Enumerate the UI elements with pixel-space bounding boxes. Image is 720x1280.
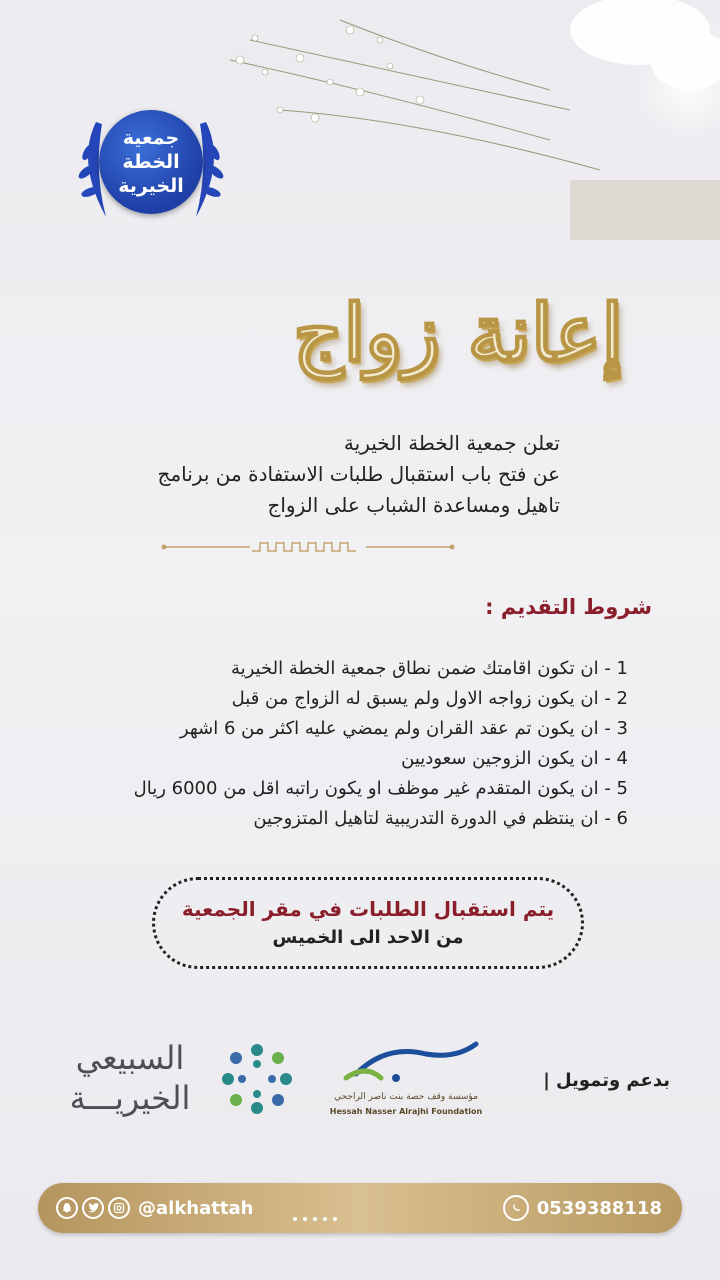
snapchat-icon[interactable] (56, 1197, 78, 1219)
flower-decoration (220, 0, 720, 270)
subaie-name (50, 1038, 210, 1118)
support-label: بدعم وتمويل | (543, 1070, 670, 1091)
association-logo (66, 92, 236, 232)
whatsapp-icon[interactable] (503, 1195, 529, 1221)
list-item: 3 - ان يكون تم عقد القران ولم يمضي عليه اكثر من 6 اشهر (179, 718, 628, 739)
intro-text (80, 428, 560, 521)
application-note (152, 877, 584, 969)
phone-group (503, 1183, 662, 1233)
page-title: إعانة زواج (293, 287, 624, 379)
intro-line-3: تاهيل ومساعدة الشباب على الزواج (267, 493, 560, 517)
note-line-2: من الاحد الى الخميس (272, 927, 464, 948)
logo-line1: جمعية الخطة (122, 127, 180, 173)
logo-disc (99, 110, 203, 214)
hessah-foundation-logo (326, 1034, 486, 1120)
logo-line2: الخيرية (118, 175, 184, 197)
list-item: 2 - ان يكون زواجه الاول ولم يسبق له الزواج من قبل (231, 688, 628, 709)
conditions-list (60, 654, 628, 834)
subaie-line-1: السبيعي (75, 1039, 185, 1077)
list-item: 6 - ان ينتظم في الدورة التدريبية لتاهيل المتزوجين (253, 808, 628, 829)
phone-number[interactable]: 0539388118 (536, 1197, 662, 1219)
conditions-heading: شروط التقديم : (485, 595, 652, 619)
subaie-emblem-icon (220, 1042, 294, 1116)
ornament-divider (160, 538, 456, 556)
list-item: 1 - ان تكون اقامتك ضمن نطاق جمعية الخطة الخيرية (230, 658, 628, 679)
dots-divider (293, 1206, 343, 1225)
social-handle-group (56, 1183, 253, 1233)
contact-bar (38, 1183, 682, 1233)
hessah-caption-ar: مؤسسة وقف حصة بنت ناصر الراجحي (334, 1092, 478, 1102)
subaie-line-2: الخيريـــة (69, 1079, 191, 1117)
hessah-caption-en: Hessah Nasser Alrajhi Foundation (329, 1107, 483, 1116)
note-line-1: يتم استقبال الطلبات في مقر الجمعية (181, 897, 555, 921)
list-item: 5 - ان يكون المتقدم غير موظف او يكون راتبه اقل من 6000 ريال (133, 778, 628, 799)
intro-line-1: تعلن جمعية الخطة الخيرية (343, 431, 560, 455)
list-item: 4 - ان يكون الزوجين سعوديين (401, 748, 628, 769)
instagram-icon[interactable] (108, 1197, 130, 1219)
twitter-icon[interactable] (82, 1197, 104, 1219)
subaie-charity-logo (50, 1038, 300, 1118)
intro-line-2: عن فتح باب استقبال طلبات الاستفادة من برنامج (157, 462, 560, 486)
social-handle[interactable]: @alkhattah (138, 1197, 254, 1219)
